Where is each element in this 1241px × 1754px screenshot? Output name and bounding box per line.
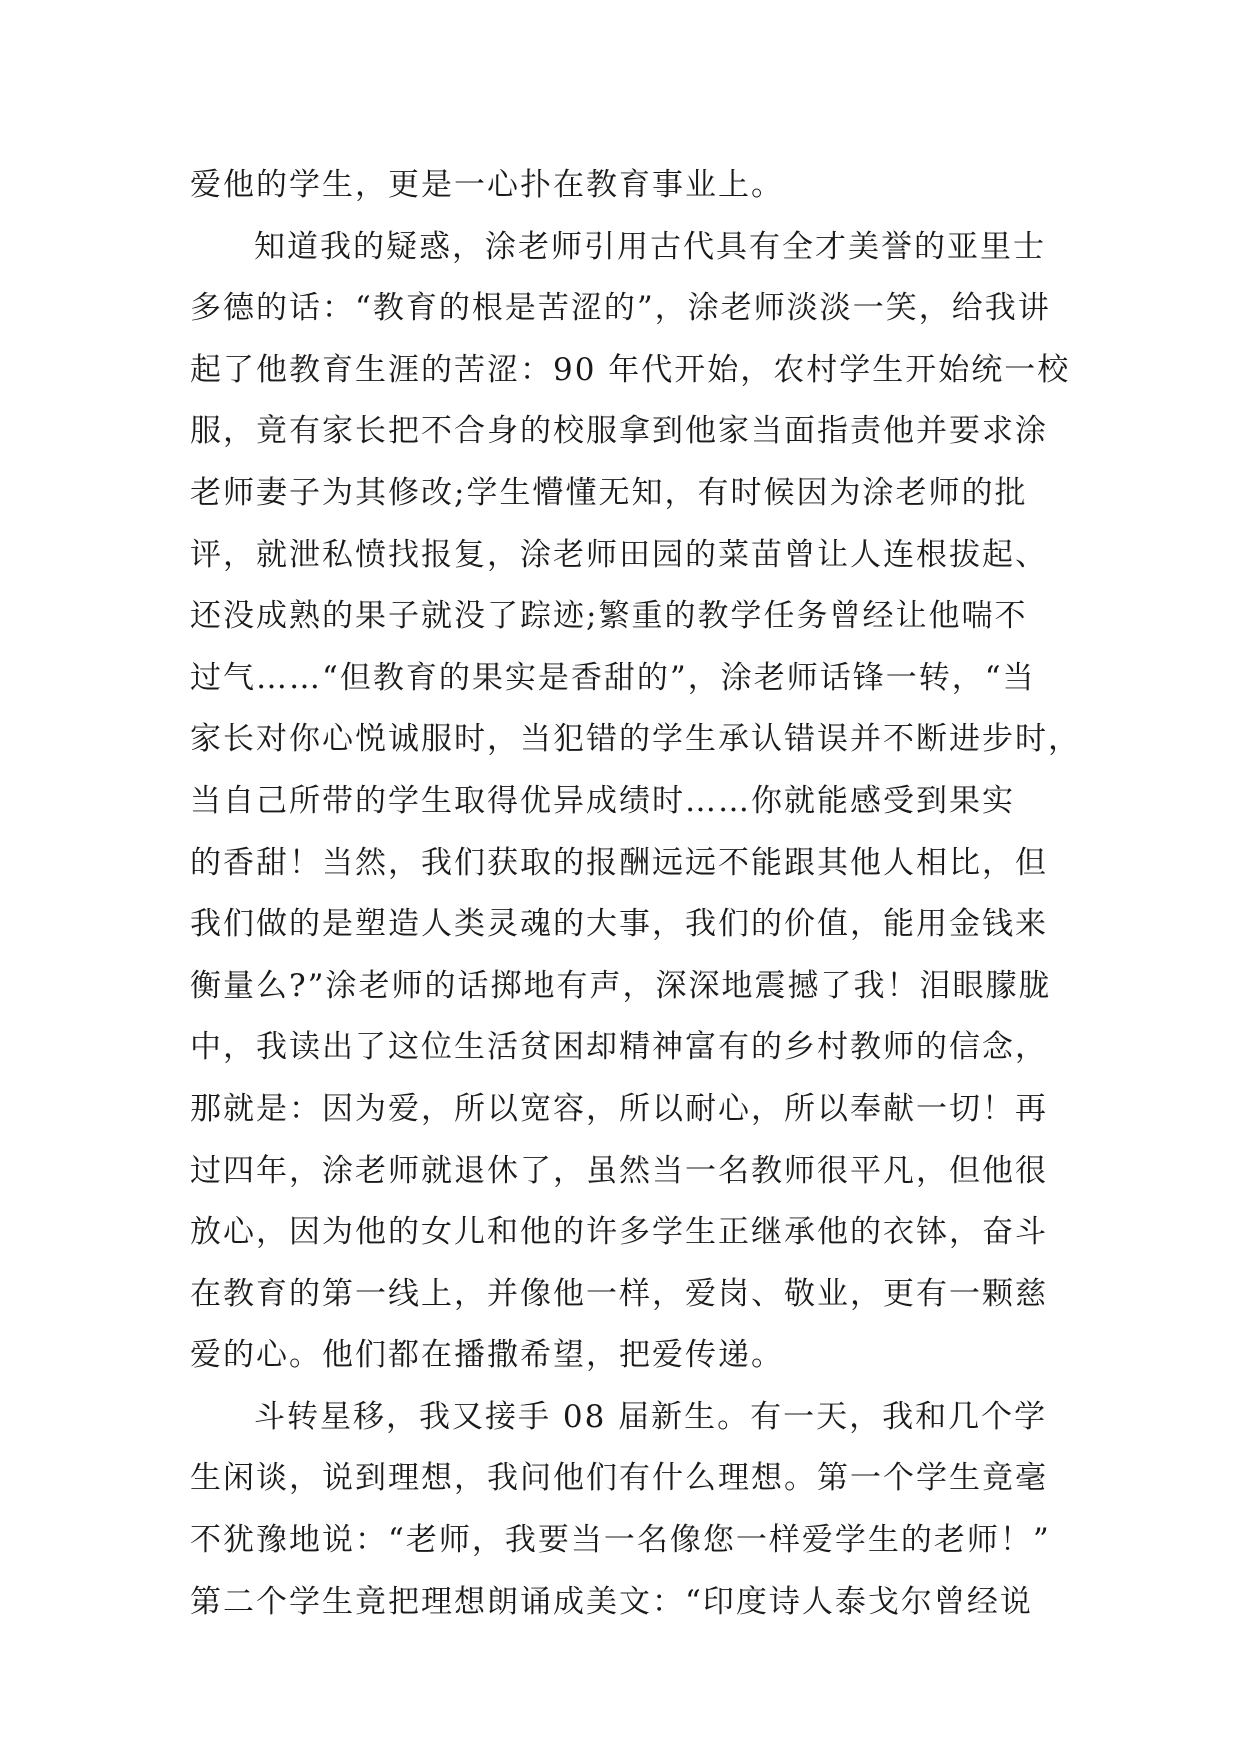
text-line: 中，我读出了这位生活贫困却精神富有的乡村教师的信念， (190, 1029, 1048, 1066)
text-line: 过四年，涂老师就退休了，虽然当一名教师很平凡，但他很 (190, 1152, 1048, 1189)
text-line: 爱的心。他们都在播撒希望，把爱传递。 (190, 1337, 784, 1374)
paragraph-first-line: 斗转星移，我又接手 08 届新生。有一天，我和几个学 (254, 1398, 1048, 1435)
text-line: 家长对你心悦诚服时，当犯错的学生承认错误并不断进步时， (190, 721, 1081, 758)
text-line: 起了他教育生涯的苦涩：90 年代开始，农村学生开始统一校 (190, 351, 1071, 388)
text-line: 过气……“但教育的果实是香甜的”，涂老师话锋一转，“当 (190, 659, 1036, 696)
text-line: 生闲谈，说到理想，我问他们有什么理想。第一个学生竟毫 (190, 1460, 1048, 1497)
text-line: 爱他的学生，更是一心扑在教育事业上。 (190, 167, 784, 203)
text-line: 还没成熟的果子就没了踪迹;繁重的教学任务曾经让他喘不 (190, 598, 1028, 635)
text-line: 多德的话：“教育的根是苦涩的”，涂老师淡淡一笑，给我讲 (190, 290, 1051, 327)
text-line: 不犹豫地说：“老师，我要当一名像您一样爱学生的老师！” (190, 1522, 1051, 1559)
text-line: 衡量么?”涂老师的话掷地有声，深深地震撼了我！泪眼朦胧 (190, 967, 1052, 1004)
document-body (190, 155, 1081, 1633)
text-line: 老师妻子为其修改;学生懵懂无知，有时候因为涂老师的批 (190, 474, 1028, 511)
text-line: 评，就泄私愤找报复，涂老师田园的菜苗曾让人连根拔起、 (190, 536, 1048, 573)
text-line: 第二个学生竟把理想朗诵成美文：“印度诗人泰戈尔曾经说 (190, 1583, 1033, 1620)
text-line: 在教育的第一线上，并像他一样，爱岗、敬业，更有一颗慈 (190, 1275, 1048, 1312)
paragraph-first-line: 知道我的疑惑，涂老师引用古代具有全才美誉的亚里士 (254, 228, 1046, 265)
text-line: 那就是：因为爱，所以宽容，所以耐心，所以奉献一切！再 (190, 1090, 1048, 1127)
text-line: 我们做的是塑造人类灵魂的大事，我们的价值，能用金钱来 (190, 906, 1048, 943)
text-line: 的香甜！当然，我们获取的报酬远远不能跟其他人相比，但 (190, 844, 1048, 881)
text-line: 放心，因为他的女儿和他的许多学生正继承他的衣钵，奋斗 (190, 1214, 1048, 1251)
text-line: 服，竟有家长把不合身的校服拿到他家当面指责他并要求涂 (190, 413, 1048, 450)
text-line: 当自己所带的学生取得优异成绩时……你就能感受到果实 (190, 782, 1015, 819)
